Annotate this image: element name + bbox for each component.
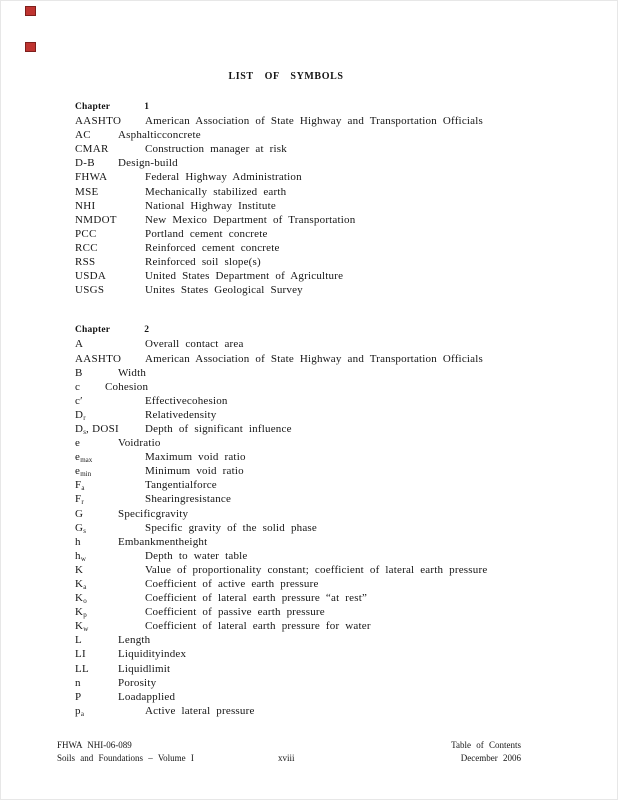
symbol-definition: United States Department of Agriculture (145, 270, 344, 283)
symbol-definition: Coefficient of lateral earth pressure for water (145, 620, 371, 633)
symbol-abbrev: $G_s$ (75, 521, 86, 535)
symbol-abbrev: B (75, 366, 83, 379)
symbol-abbrev: P (75, 690, 82, 703)
symbol-definition: Porosity (118, 676, 157, 689)
symbol-definition: Unites States Geological Survey (145, 284, 303, 297)
symbol-entry (75, 269, 575, 283)
symbol-abbrev: n (75, 676, 81, 689)
symbol-abbrev: $K_a$ (75, 578, 87, 591)
footer-right (451, 739, 521, 764)
symbol-abbrev: AASHTO (75, 115, 122, 128)
symbol-abbrev: K (75, 563, 84, 576)
symbol-abbrev: $K_o$ (75, 592, 87, 606)
symbol-definition: Maximum void ratio (145, 451, 246, 464)
symbol-abbrev: $F_a$ (75, 479, 85, 493)
symbol-abbrev: AASHTO (75, 352, 122, 365)
symbol-definition: Effectivecohesion (145, 394, 228, 407)
symbols-list (75, 100, 575, 718)
symbol-definition: Specific gravity of the solid phase (145, 521, 317, 534)
chapter-label: Chapter (75, 102, 111, 112)
symbol-definition: Coefficient of active earth pressure (145, 578, 319, 590)
symbol-definition: Minimum void ratio (145, 465, 244, 478)
symbol-entry (75, 227, 575, 241)
symbol-entry (75, 114, 575, 128)
symbol-abbrev: AC (75, 129, 91, 142)
symbol-definition: Design-build (118, 157, 178, 170)
chapter-label: Chapter (75, 325, 111, 336)
symbol-definition: National Highway Institute (145, 199, 276, 212)
symbol-entry (75, 241, 575, 255)
symbol-entry (75, 478, 575, 492)
symbol-definition: Cohesion (105, 380, 149, 393)
symbol-definition: Federal Highway Administration (145, 171, 302, 184)
symbol-definition: Depth of significant influence (145, 422, 292, 435)
symbol-abbrev: USDA (75, 270, 107, 283)
symbol-entry (75, 633, 575, 647)
symbol-abbrev: $D_r$ (75, 408, 86, 422)
page-number: xviii (278, 752, 295, 763)
symbol-abbrev: $p_a$ (75, 704, 84, 718)
symbol-definition: Shearingresistance (145, 493, 232, 506)
symbol-entry (75, 337, 575, 351)
symbol-entry (75, 647, 575, 661)
symbol-entry (75, 619, 575, 633)
symbol-definition: Length (118, 634, 151, 647)
symbol-entry (75, 676, 575, 690)
symbol-definition: Specificgravity (118, 507, 189, 520)
footer-date: December 2006 (460, 752, 521, 763)
symbol-definition: Liquidityindex (118, 648, 187, 661)
symbol-entry (75, 591, 575, 605)
symbol-abbrev: $D_s$, DOSI (75, 422, 119, 436)
symbol-definition: Coefficient of lateral earth pressure “at rest” (145, 592, 368, 605)
page-footer (57, 739, 521, 767)
symbol-definition: Relativedensity (145, 408, 217, 421)
symbol-abbrev: c (75, 380, 81, 393)
symbol-abbrev: NHI (75, 199, 96, 212)
symbol-abbrev: $F_r$ (75, 493, 84, 507)
symbol-definition: Coefficient of passive earth pressure (145, 606, 325, 619)
symbol-entry (75, 156, 575, 170)
symbol-entry (75, 366, 575, 380)
symbol-entry (75, 521, 575, 535)
symbol-entry (75, 128, 575, 142)
symbol-abbrev: CMAR (75, 143, 109, 156)
symbol-definition: Portland cement concrete (145, 227, 268, 240)
symbol-abbrev: L (75, 634, 83, 647)
symbol-entry (75, 605, 575, 619)
symbol-entry (75, 283, 575, 297)
red-mark-artifact (25, 42, 36, 52)
symbol-definition: Asphalticconcrete (118, 129, 201, 142)
symbol-entry (75, 450, 575, 464)
symbol-definition: Embankmentheight (118, 535, 208, 548)
symbol-definition: Reinforced soil slope(s) (145, 256, 261, 269)
symbol-entry (75, 255, 575, 269)
symbol-entry (75, 662, 575, 676)
symbol-abbrev: FHWA (75, 171, 108, 184)
symbol-abbrev: RSS (75, 256, 96, 269)
symbol-abbrev: G (75, 507, 84, 520)
chapter-number: 1 (144, 102, 150, 112)
symbol-entry (75, 352, 575, 366)
symbol-definition: Value of proportionality constant; coefficient of lateral earth pressure (145, 563, 488, 576)
footer-section-label: Table of Contents (451, 740, 521, 750)
symbol-entry (75, 690, 575, 704)
symbol-abbrev: A (75, 338, 84, 351)
symbol-entry (75, 549, 575, 563)
symbol-entry (75, 170, 575, 184)
symbol-definition: Width (118, 366, 147, 379)
section-heading (75, 100, 575, 114)
symbol-entry (75, 199, 575, 213)
page-title: LIST OF SYMBOLS (228, 71, 344, 82)
document-title: Soils and Foundations – Volume I (57, 752, 194, 763)
symbol-entry (75, 563, 575, 577)
symbol-abbrev: RCC (75, 241, 98, 254)
symbol-abbrev: $K_p$ (75, 606, 87, 620)
symbol-entry (75, 704, 575, 718)
symbol-definition: Liquidlimit (118, 662, 171, 675)
symbol-abbrev: $h_w$ (75, 549, 86, 563)
symbol-abbrev: D-B (75, 157, 95, 170)
symbol-entry (75, 577, 575, 591)
symbol-entry (75, 507, 575, 521)
red-mark-artifact (25, 6, 36, 16)
symbol-entry (75, 464, 575, 478)
symbol-definition: Tangentialforce (145, 479, 217, 492)
symbol-entry (75, 380, 575, 394)
symbol-entry (75, 492, 575, 506)
symbol-abbrev: h (75, 535, 81, 548)
footer-left (57, 739, 194, 764)
symbol-definition: Loadapplied (118, 690, 176, 703)
symbol-definition: Voidratio (118, 437, 161, 450)
symbol-entry (75, 436, 575, 450)
symbol-abbrev: MSE (75, 185, 99, 198)
symbol-abbrev: LI (75, 648, 86, 661)
symbol-definition: Active lateral pressure (145, 704, 255, 717)
symbol-definition: American Association of State Highway and Transportation Officials (145, 115, 483, 128)
symbol-entry (75, 142, 575, 156)
symbol-abbrev: $e_{min}$ (75, 465, 92, 479)
symbol-abbrev: NMDOT (75, 213, 117, 226)
symbol-entry (75, 422, 575, 436)
symbol-abbrev: $K_w$ (75, 620, 89, 634)
symbol-definition: Depth to water table (145, 549, 248, 562)
symbol-entry (75, 185, 575, 199)
symbol-definition: Construction manager at risk (145, 143, 287, 156)
symbol-definition: American Association of State Highway and Transportation Officials (145, 352, 483, 365)
symbol-entry (75, 408, 575, 422)
symbol-abbrev: PCC (75, 227, 97, 240)
report-number: FHWA NHI-06-089 (57, 740, 132, 750)
symbol-definition: Overall contact area (145, 338, 244, 351)
chapter-number: 2 (144, 325, 150, 336)
symbol-definition: Mechanically stabilized earth (145, 185, 287, 198)
symbol-abbrev: $e_{max}$ (75, 451, 93, 465)
symbol-abbrev: LL (75, 662, 90, 675)
symbol-entry (75, 535, 575, 549)
section-heading (75, 323, 575, 337)
symbol-abbrev: e (75, 437, 81, 450)
symbol-abbrev: c′ (75, 394, 83, 407)
symbol-definition: New Mexico Department of Transportation (145, 213, 356, 226)
symbol-entry (75, 394, 575, 408)
symbol-definition: Reinforced cement concrete (145, 241, 280, 254)
symbol-entry (75, 213, 575, 227)
symbol-abbrev: USGS (75, 284, 105, 297)
